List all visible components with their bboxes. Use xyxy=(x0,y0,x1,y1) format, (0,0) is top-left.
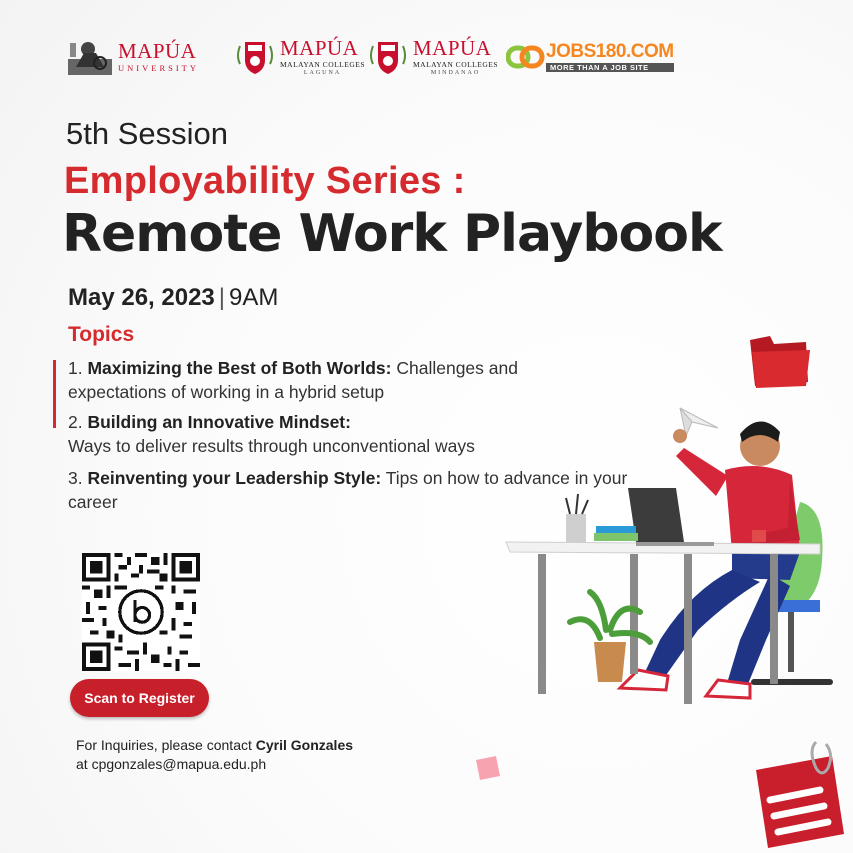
mapua-laguna-seal-icon xyxy=(234,36,276,78)
paper-plane-icon xyxy=(680,408,718,436)
mapua-laguna-sub2: LAGUNA xyxy=(303,69,342,76)
topics-accent-bar xyxy=(53,360,56,428)
contact-prefix: For Inquiries, please contact xyxy=(76,737,256,753)
topic-number: 2. xyxy=(68,412,83,432)
notepad-icon xyxy=(756,742,844,848)
bitly-logo-icon xyxy=(120,591,162,633)
mapua-mindanao-sub2: MINDANAO xyxy=(430,69,481,76)
contact-email[interactable]: at cpgonzales@mapua.edu.ph xyxy=(76,756,267,772)
event-date: May 26, 2023 xyxy=(68,284,215,311)
topics-heading: Topics xyxy=(68,323,135,346)
event-title: Remote Work Playbook xyxy=(62,204,722,264)
mapua-sub: UNIVERSITY xyxy=(118,63,199,74)
event-time: 9AM xyxy=(229,284,279,311)
mapua-emblem-icon xyxy=(66,37,114,77)
mapua-name: MAPÚA xyxy=(118,39,197,64)
topic-text: Ways to deliver results through unconventional ways xyxy=(68,436,475,456)
jobs180-link-icon xyxy=(506,42,546,72)
topic-heading: Reinventing your Leadership Style: xyxy=(87,468,382,488)
topic-number: 1. xyxy=(68,358,83,378)
mapua-laguna-sub1: MALAYAN COLLEGES xyxy=(280,60,366,70)
partner-logos xyxy=(66,34,676,80)
mapua-laguna-name: MAPÚA xyxy=(280,36,359,61)
mapua-university-logo xyxy=(66,34,199,80)
topic-heading: Building an Innovative Mindset: xyxy=(87,412,351,432)
date-separator: | xyxy=(218,284,226,311)
mapua-laguna-logo xyxy=(234,34,365,80)
folder-icon xyxy=(750,336,810,388)
mapua-mindanao-name: MAPÚA xyxy=(413,36,492,61)
registration-qr-code[interactable] xyxy=(82,553,200,671)
topic-heading: Maximizing the Best of Both Worlds: xyxy=(87,358,392,378)
remote-worker-illustration xyxy=(470,330,853,853)
session-label: 5th Session xyxy=(66,116,228,151)
mapua-mindanao-seal-icon xyxy=(367,36,409,78)
topic-text: Challenges and expectations of working in a hybrid setup xyxy=(68,358,518,402)
scan-to-register-button[interactable]: Scan to Register xyxy=(70,679,209,717)
jobs180-name: JOBS180.COM xyxy=(546,40,674,62)
mapua-mindanao-sub1: MALAYAN COLLEGES xyxy=(413,60,499,70)
topic-number: 3. xyxy=(68,468,83,488)
sticky-note-icon xyxy=(476,756,500,780)
jobs180-tagline: MORE THAN A JOB SITE xyxy=(546,63,674,73)
topic-text: Tips on how to advance in your career xyxy=(68,468,628,512)
jobs180-logo xyxy=(506,34,674,80)
series-title: Employability Series : xyxy=(64,160,466,202)
event-date-time xyxy=(68,284,278,312)
mapua-mindanao-logo xyxy=(367,34,498,80)
contact-name: Cyril Gonzales xyxy=(255,737,354,753)
contact-info xyxy=(76,736,353,774)
